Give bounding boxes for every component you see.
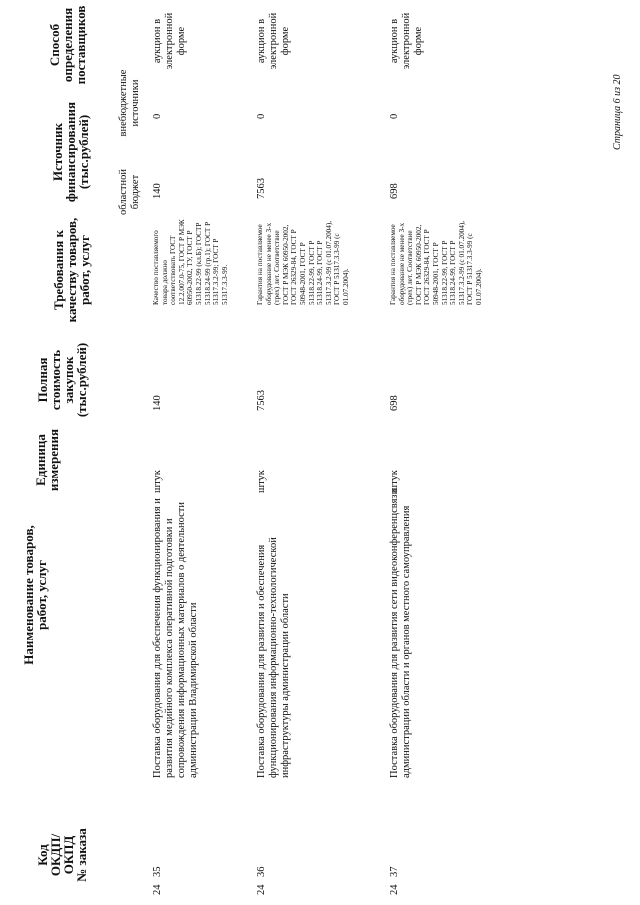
header-unit-line: Единица	[33, 434, 48, 486]
row-nonbudget: 0	[152, 113, 163, 119]
row-order-number: 36	[256, 866, 267, 877]
row-name-line: администрации Владимирской области	[188, 602, 199, 778]
header-name-line: работ, услуг	[34, 560, 49, 630]
row-name-line: Поставка оборудования для развития и обеспечения	[256, 544, 267, 778]
row-requirements-line: ГОСТ Р МЭК 60950-2002,	[281, 224, 290, 305]
row-requirements-line: 51318.24-99 (гр.1); ГОСТ Р	[203, 221, 212, 305]
header-total-line: стоимость	[48, 349, 63, 411]
row-regional-budget: 7563	[256, 178, 267, 199]
header-name-line: Наименование товаров,	[21, 525, 36, 665]
row-nonbudget: 0	[389, 113, 400, 119]
row-requirements-line: ГОСТ Р 51317.3.3-99 (с	[333, 233, 342, 305]
header-requirements	[52, 195, 91, 345]
header-unit-line: измерения	[46, 428, 61, 492]
row-requirements-line: Гарантия на поставляемое	[389, 224, 397, 305]
row-method-line: форме	[280, 26, 291, 56]
row-name-line: функционирования информационно-технологической	[268, 537, 279, 778]
header-funding-nonbudget-line: внебюджетные	[118, 69, 129, 137]
row-name	[256, 537, 292, 778]
row-requirements-line: 51318.24-99, ГОСТ Р	[316, 240, 325, 305]
row-method	[256, 1, 292, 81]
header-code-line: № заказа	[74, 828, 89, 882]
row-requirements-line: 50948-2001, ГОСТ Р	[431, 242, 440, 305]
row-method-line: форме	[176, 26, 187, 56]
row-requirements-line: 51317.3.2-99; ГОСТ Р	[212, 238, 221, 305]
row-requirements-line: оборудование не менее 3-х	[397, 222, 406, 305]
row-requirements-line: 51318.22-99 (кл.Б); ГОСТР	[194, 222, 203, 305]
row-total: 7563	[256, 390, 267, 411]
header-code-line: Код	[35, 844, 50, 866]
header-total-line: Полная	[35, 357, 50, 403]
row-method-line: форме	[413, 26, 424, 56]
header-total-line: (тыс.рублей)	[74, 342, 89, 418]
row-requirements-line: товара должно	[160, 260, 169, 305]
row-requirements-line: 01.07.2004).	[341, 268, 350, 305]
row-requirements-line: 51318.24-99, ГОСТ Р	[449, 240, 458, 305]
row-name-line: сопровождения информационных материалов о деятельности	[176, 501, 187, 778]
header-funding-line: финансирования	[63, 101, 78, 203]
row-name	[152, 498, 200, 778]
row-requirements-line: ГОСТ 26329-84, ГОСТ Р	[290, 229, 299, 305]
row-requirements-line: ГОСТ 26329-84, ГОСТ Р	[423, 229, 432, 305]
row-nonbudget: 0	[256, 113, 267, 119]
row-code: 24	[256, 884, 267, 895]
row-requirements-line: 51318.22-99, ГОСТ Р	[440, 240, 449, 305]
row-method-line: электронной	[164, 12, 175, 70]
row-regional-budget: 698	[389, 183, 400, 199]
row-method	[389, 1, 425, 81]
header-code-line: ОКПД	[61, 835, 76, 875]
row-requirements-line: 51317.3.2-99 (с 01.07.2004),	[457, 220, 466, 305]
header-name	[22, 485, 48, 705]
row-name-line: Поставка оборудования для развития сети видеоконференцсвязи	[389, 488, 400, 778]
row-requirements-line: 51317.3.2-99 (с 01.07.2004),	[324, 220, 333, 305]
row-code: 24	[389, 884, 400, 895]
row-requirements-line: ГОСТ Р 51317.3.3-99 (с	[466, 233, 475, 305]
row-order-number: 35	[152, 866, 163, 877]
row-name-line: развития медийного комплекса оперативной подготовки и	[164, 518, 175, 778]
row-requirements-line: ГОСТ Р МЭК 60950-2002,	[414, 224, 423, 305]
row-method-line: электронной	[401, 12, 412, 70]
header-funding-regional	[118, 157, 142, 227]
header-code	[36, 815, 88, 895]
row-order-number: 37	[389, 866, 400, 877]
row-name-line: инфраструктуры администрации области	[280, 593, 291, 778]
row-requirements	[152, 219, 229, 305]
header-method-line: поставщиков	[73, 5, 88, 85]
row-regional-budget: 140	[152, 183, 163, 199]
header-method	[48, 0, 87, 105]
header-total-line: закупок	[61, 356, 76, 404]
header-funding-regional-line: бюджет	[130, 174, 141, 210]
row-requirements-line: (трех) лет. Соответствие	[406, 230, 415, 305]
row-name-line: Поставка оборудования для обеспечения функционирования и	[152, 498, 163, 778]
header-requirements-line: качеству товаров,	[64, 217, 79, 323]
row-total: 698	[389, 395, 400, 411]
header-requirements-line: работ, услуг	[77, 235, 92, 305]
row-requirements-line: (трех) лет. Соответствие	[273, 230, 282, 305]
row-requirements-line: Гарантия на поставляемое	[256, 224, 264, 305]
row-total: 140	[152, 395, 163, 411]
header-funding-nonbudget	[118, 53, 142, 153]
row-unit: штук	[256, 470, 267, 493]
row-unit: штук	[389, 470, 400, 493]
header-funding	[51, 87, 90, 217]
row-name-line: администрации области и органов местного самоуправления	[401, 505, 412, 778]
header-requirements-line: Требования к	[51, 230, 66, 310]
row-requirements-line: соответствовать ГОСТ	[169, 235, 178, 305]
row-method-line: аукцион в	[152, 18, 163, 64]
row-requirements-line: 51317.3.3-99.	[220, 264, 229, 305]
row-method-line: аукцион в	[256, 18, 267, 64]
row-requirements-line: 01.07.2004).	[474, 268, 483, 305]
row-name	[389, 489, 413, 778]
row-requirements	[389, 221, 484, 305]
row-requirements-line: 60950-2002, ТУ, ГОСТ Р	[186, 230, 195, 305]
header-funding-regional-line: областной	[118, 169, 129, 215]
row-unit: штук	[152, 470, 163, 493]
header-funding-nonbudget-line: источники	[130, 79, 141, 127]
header-method-line: Способ	[47, 23, 62, 67]
header-code-line: ОКДП/	[48, 833, 63, 877]
row-code: 24	[152, 884, 163, 895]
row-requirements	[256, 221, 351, 305]
header-funding-line: Источник	[50, 122, 65, 182]
row-requirements-line: Качество поставляемого	[152, 230, 160, 305]
row-method	[152, 1, 188, 81]
row-method-line: электронной	[268, 12, 279, 70]
row-requirements-line: 50948-2001, ГОСТ Р	[298, 242, 307, 305]
header-method-line: определения	[60, 7, 75, 83]
header-funding-line: (тыс.рублей)	[76, 114, 91, 190]
row-requirements-line: 12.2.007.0-75, ГОСТ Р МЭК	[177, 219, 186, 305]
page-number: Страница 6 из 20	[612, 74, 623, 150]
row-requirements-line: 51318.22-99, ГОСТ Р	[307, 240, 316, 305]
row-requirements-line: оборудование не менее 3-х	[264, 222, 273, 305]
row-method-line: аукцион в	[389, 18, 400, 64]
